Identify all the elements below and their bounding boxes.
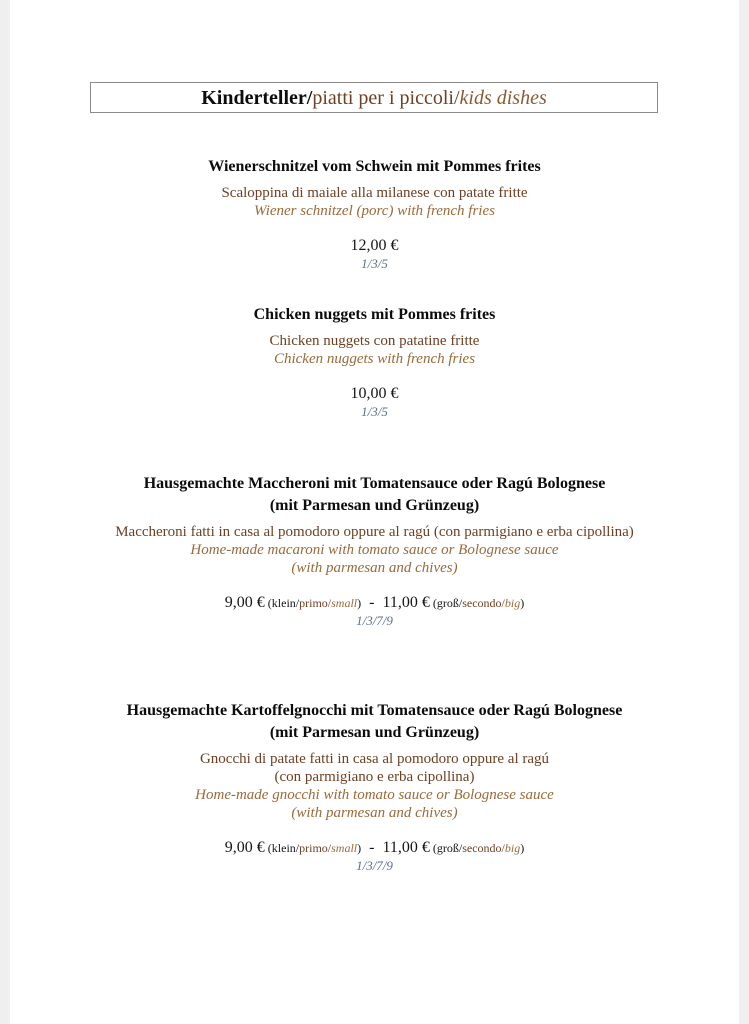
dish-gnocchi bbox=[10, 700, 739, 874]
dish-price: 10,00 € bbox=[350, 385, 399, 402]
section-title-italian: piatti per i piccoli/ bbox=[312, 86, 460, 109]
price-separator: - bbox=[369, 839, 375, 856]
allergen-codes: 1/3/7/9 bbox=[356, 613, 393, 628]
dish-description-english-line-2: (with parmesan and chives) bbox=[291, 560, 458, 576]
price-separator: - bbox=[369, 594, 375, 611]
size-label-big: (groß/secondo/big) bbox=[429, 841, 525, 855]
size-label-small: (klein/primo/small) bbox=[264, 841, 362, 855]
section-title-box bbox=[90, 82, 658, 113]
dish-description-english-line-1: Home-made macaroni with tomato sauce or Bolognese sauce bbox=[190, 542, 559, 558]
dish-title: Chicken nuggets mit Pommes frites bbox=[253, 306, 496, 323]
size-label-big: (groß/secondo/big) bbox=[429, 596, 525, 610]
dish-title-line-1: Hausgemachte Maccheroni mit Tomatensauce oder Ragú Bolognese bbox=[143, 475, 606, 492]
dish-title: Wienerschnitzel vom Schwein mit Pommes frites bbox=[208, 158, 541, 175]
dish-description-english: Wiener schnitzel (porc) with french fries bbox=[254, 203, 495, 219]
dish-description-italian: Maccheroni fatti in casa al pomodoro oppure al ragú (con parmigiano e erba cipollina) bbox=[115, 524, 634, 540]
allergen-codes: 1/3/5 bbox=[361, 404, 388, 419]
section-title-english: kids dishes bbox=[459, 86, 547, 109]
dish-title-line-1: Hausgemachte Kartoffelgnocchi mit Tomatensauce oder Ragú Bolognese bbox=[126, 702, 623, 719]
menu-page bbox=[10, 0, 739, 1024]
dish-description-italian: Scaloppina di maiale alla milanese con patate fritte bbox=[221, 185, 528, 201]
price-big: 11,00 € bbox=[382, 594, 430, 611]
dish-description-italian-line-2: (con parmigiano e erba cipollina) bbox=[274, 769, 475, 785]
size-label-small: (klein/primo/small) bbox=[264, 596, 362, 610]
dish-chicken-nuggets bbox=[10, 304, 739, 420]
section-title-german: Kinderteller/ bbox=[201, 86, 313, 109]
dish-description-italian: Chicken nuggets con patatine fritte bbox=[269, 333, 480, 349]
dish-wienerschnitzel bbox=[10, 156, 739, 272]
dish-price-row bbox=[10, 838, 739, 858]
price-small: 9,00 € bbox=[224, 839, 265, 856]
allergen-codes: 1/3/7/9 bbox=[356, 858, 393, 873]
dish-price-row bbox=[10, 593, 739, 613]
dish-title-line-2: (mit Parmesan und Grünzeug) bbox=[269, 724, 480, 741]
dish-maccheroni bbox=[10, 473, 739, 629]
price-small: 9,00 € bbox=[224, 594, 265, 611]
dish-description-italian-line-1: Gnocchi di patate fatti in casa al pomodoro oppure al ragú bbox=[199, 751, 550, 767]
allergen-codes: 1/3/5 bbox=[361, 256, 388, 271]
price-big: 11,00 € bbox=[382, 839, 430, 856]
dish-description-english-line-1: Home-made gnocchi with tomato sauce or Bolognese sauce bbox=[195, 787, 554, 803]
dish-description-english: Chicken nuggets with french fries bbox=[273, 351, 476, 367]
dish-price: 12,00 € bbox=[350, 237, 399, 254]
dish-description-english-line-2: (with parmesan and chives) bbox=[291, 805, 458, 821]
dish-title-line-2: (mit Parmesan und Grünzeug) bbox=[269, 497, 480, 514]
